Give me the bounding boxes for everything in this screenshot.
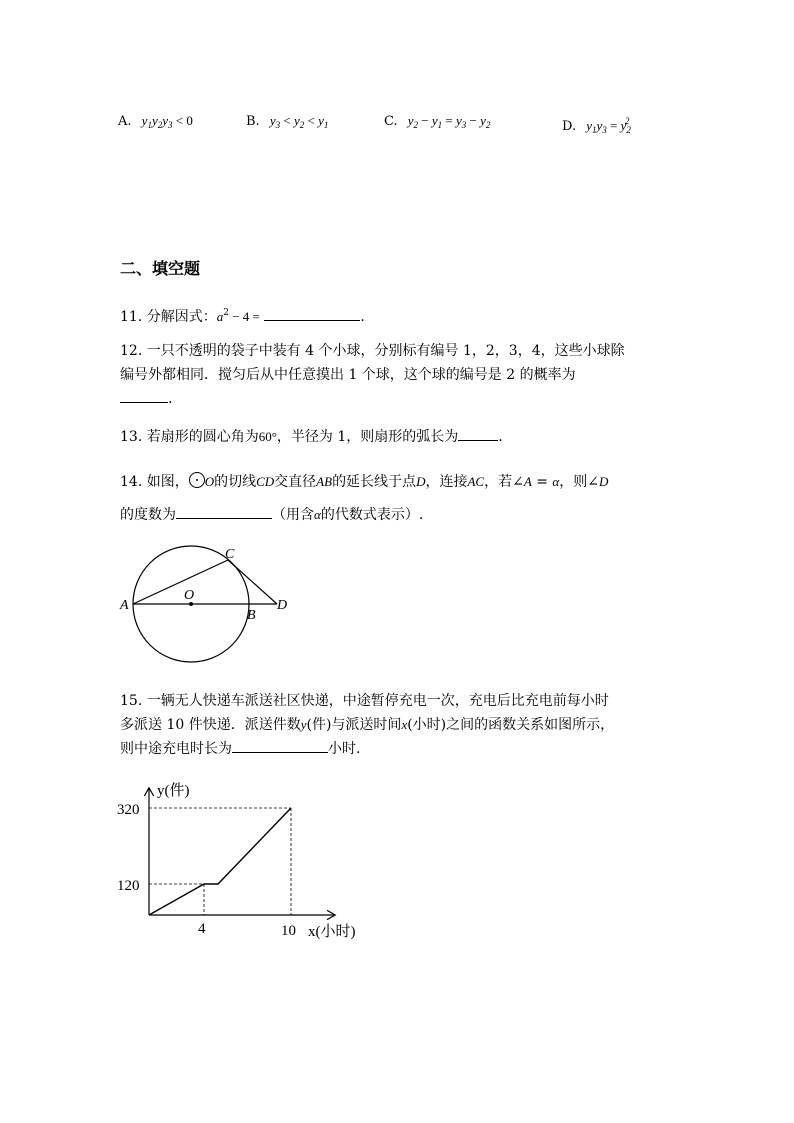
function-line xyxy=(149,808,291,915)
question-11: 11. 分解因式：$a^2 - 4$ = . xyxy=(120,308,365,325)
question-12-line2: 编号外都相同．搅匀后从中任意摸出 1 个球，这个球的编号是 2 的概率为 xyxy=(120,367,576,383)
option-a-expr: $y_1y_2y_3 < 0$ xyxy=(141,113,193,130)
point-o-label: O xyxy=(184,588,195,603)
tick-120: 120 xyxy=(117,878,140,894)
point-b-label: B xyxy=(247,608,256,623)
question-12-line1: 12. 一只不透明的袋子中装有 4 个小球，分别标有编号 1，2，3，4，这些小球除 xyxy=(120,343,625,359)
option-d-label: D. xyxy=(562,119,577,134)
point-d-label: D xyxy=(277,598,288,613)
answer-blank-15[interactable] xyxy=(232,738,328,753)
option-c xyxy=(384,110,490,136)
answer-blank-11[interactable] xyxy=(264,306,360,321)
y-axis-label: y(件) xyxy=(157,783,190,799)
question-14-line1: 14. 如图， O的切线CD交直径AB的延长线于点D，连接AC，若∠A = α，则∠D xyxy=(120,474,609,490)
option-c-label: C. xyxy=(384,114,398,129)
tangent-cd xyxy=(228,560,277,604)
tick-4: 4 xyxy=(198,921,206,937)
option-a xyxy=(118,110,193,136)
question-15-line1: 15. 一辆无人快递车派送社区快递，中途暂停充电一次，充电后比充电前每小时 xyxy=(120,693,609,709)
question-12-line3: . xyxy=(120,388,172,410)
question-14-line2: 的度数为 （用含α的代数式表示）. xyxy=(120,504,423,526)
x-axis-label: x(小时) xyxy=(308,924,356,940)
circle-figure xyxy=(110,540,310,670)
section-title: 二、填空题 xyxy=(120,259,201,278)
function-graph xyxy=(110,775,380,950)
answer-blank-14[interactable] xyxy=(176,504,272,519)
question-15-line3: 则中途充电时长为 小时. xyxy=(120,738,360,760)
circle-o-symbol xyxy=(189,472,205,488)
tick-10: 10 xyxy=(281,923,296,939)
tick-320: 320 xyxy=(117,802,140,818)
option-c-expr: $y_2 - y_1 = y_3 - y_2$ xyxy=(407,113,491,130)
option-d-expr: $y_1y_3 = y_2^2$ xyxy=(586,116,631,135)
option-a-label: A. xyxy=(118,114,132,129)
option-b-label: B. xyxy=(246,114,260,129)
question-15-line2: 多派送 10 件快递．派送件数y(件)与派送时间x(小时)之间的函数关系如图所示， xyxy=(120,717,615,733)
answer-blank-13[interactable] xyxy=(458,426,498,441)
point-a-label: A xyxy=(120,598,129,613)
option-d xyxy=(562,110,629,141)
question-13: 13. 若扇形的圆心角为60°，半径为 1，则扇形的弧长为 . xyxy=(120,426,503,448)
option-b-expr: $y_3 < y_2 < y_1$ xyxy=(269,113,329,130)
point-c-label: C xyxy=(225,547,235,562)
option-b xyxy=(246,110,328,136)
answer-blank-12[interactable] xyxy=(120,388,168,403)
